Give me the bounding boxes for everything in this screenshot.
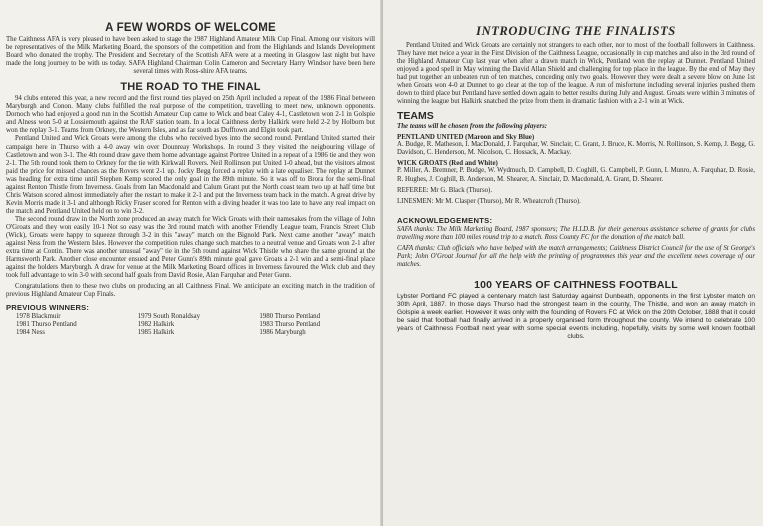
linesmen: LINESMEN: Mr M. Clasper (Thurso), Mr R. Wheatcroft (Thurso). (397, 197, 581, 205)
winner-entry: 1979 South Ronaldsay (137, 313, 201, 321)
pentland-players: A. Budge, R. Matheson, I. MacDonald, J. Farquhar, W. Sinclair, C. Grant, J. Bruce, K. Morris, N. Rollinson, S. Kemp, J. Begg, G. Davidson, C. Henderson, M. Nicolson, C. Hossack, A. Mackay. (397, 141, 755, 157)
welcome-title: A FEW WORDS OF WELCOME (105, 22, 276, 34)
winner-entry: 1978 Blackmuir (16, 313, 61, 321)
winner-entry: 1983 Thurso Pentland (259, 321, 321, 329)
safa-thanks: SAFA thanks: The Milk Marketing Board, 1987 sponsors; The H.I.D.B. for their generous assistance scheme of grants for clubs travelling more than 100 miles round trip to a match. Ross County FC for the donation of the match ball. (397, 225, 755, 241)
previous-winners-list (6, 313, 375, 336)
road-paragraph-4: Congratulations then to these two clubs on producing an all Caithness Final. We anticipate an exciting match in the tradition of previous Highland Amateur Cup Finals. (6, 283, 375, 299)
groats-players: P. Miller, A. Bremner, P. Budge, W. Wydmuch, D. Campbell, D. Coghill, G. Campbell, P. Gunn, I. Munro, A. Farquhar, D. Rosie, R. Hughes, J. Coghill, B. Anderson, M. Shearer, A. Sinclair, D. Macdonald, A. Grant, D. Shearer. (397, 167, 755, 183)
cafa-thanks: CAFA thanks: Club officials who have helped with the match arrangements; Caithness District Council for the use of St George's Park; John O'Groat Journal for all the help with the printing of programmes this year and the excellent news coverage of our matches. (397, 244, 755, 268)
winners-column-2 (138, 313, 254, 336)
road-paragraph-2: Pentland United and Wick Groats were among the clubs who received byes into the second round. Pentland United started their campaign here in Thurso with a 4-0 away win over Dounreay Workshops. In round 3 they visited the neigbouring village of Castletown and won 3-1. The 4th round draw gave them home advantage against Portree United in a repeat of a 1986 tie and they won 2-1. The 5th round took them to Orkney for the tie with Kirkwall Rovers. Neil Rollinson put United 1-0 ahead, but the visitors almost paid the price for missed chances as the Rovers went 2-1 up. Jocky Begg forced a replay with a late equaliser. The replay at Dunnet was heading for extra time until Stephen Kemp scored the only goal in the 89th minute. So it was off to Brora for the semi-final against Renton Thistle from Inverness. Goals from Ian Macdonald and Calum Grant put the North coast team two up at half time but Chris Watson scored almost immediately after the restart to make it 2-1 and put the Inverness team back in the match. A great drive by Kevin Morris made it 3-1 and although Ricky Fraser scored for Renton with a diving header it was too late to have any real impact on the match and Pentland United held on to win 3-2. (6, 135, 375, 215)
right-page (383, 0, 763, 526)
winners-column-1 (16, 313, 132, 336)
winner-entry: 1980 Thurso Pentland (259, 313, 321, 321)
hundred-years-title: 100 YEARS OF CAITHNESS FOOTBALL (474, 278, 678, 291)
groats-team-name: WICK GROATS (Red and White) (397, 160, 498, 168)
teams-subtitle: The teams will be chosen from the following players: (397, 123, 548, 131)
welcome-paragraph: The Caithness AFA is very pleased to have been asked to stage the 1987 Highland Amateur Milk Cup Final. Among our visitors will be representatives of the Milk Marketing Board, the sponsors of the competition and from the Highlands and Islands Development Board who donated the trophy. The President and Secretary of the Scottish AFA were at a meeting in Glasgow last night but have made the long journey to be with us today. SAFA Highland Chairman Colin Cameron and Secretary Harry Windsor have been here several times with Ross-shire AFA teams. (6, 36, 375, 76)
referee: REFEREE: Mr G. Black (Thurso). (397, 186, 493, 194)
teams-title: TEAMS (397, 110, 434, 123)
finalists-title: INTRODUCING THE FINALISTS (476, 24, 676, 38)
pentland-team-name: PENTLAND UNITED (Maroon and Sky Blue) (397, 134, 535, 142)
road-title: THE ROAD TO THE FINAL (120, 81, 261, 94)
acknowledgements-title: ACKNOWLEDGEMENTS: (397, 215, 493, 225)
winners-column-3 (259, 313, 375, 336)
previous-winners-title: PREVIOUS WINNERS: (6, 303, 90, 313)
winner-entry: 1984 Ness (16, 329, 45, 336)
winner-entry: 1986 Maryburgh (259, 329, 306, 336)
hundred-years-paragraph: Lybster Portland FC played a centenary match last Saturday against Dunbeath, opponents in the first Lybster match on 30th April, 1887. In those days Thurso had the strongest team in the county, The Thistle, and won an away match in Golspie a week earlier. However it was only with the founding of Rovers FC at Wick on the 20th October, 1888 that it could be said that football had finally arrived in a properly organised form throughout the county. We intend to celebrate 100 years of Caithness Football next year with some special events including, hopefully, visits by some well known football clubs. (397, 292, 755, 341)
winner-entry: 1985 Halkirk (137, 329, 175, 336)
winner-entry: 1982 Halkirk (137, 321, 175, 329)
winner-entry: 1981 Thurso Pentland (16, 321, 77, 329)
finalists-paragraph: Pentland United and Wick Groats are certainly not strangers to each other, nor to most of the football followers in Caithness. They have met twice a year in the First Division of the Caithness League, occasionally in cup matches and also in the 3rd round of the Highland Amateur Cup last year when after a drawn match in Wick, Pentland won the replay at Dunnet. Pentland United enjoyed a good spell in May winning the David Allan Shield and challenging for top place in the league. By the end of May they had put together an unbeaten run of ten matches, conceding only two goals. However they were dealt a severe blow on June 1st when Groats won 4-0 at Dunnet to go clear at the top of the league. A run of misfortune including several injuries pushed them down to third place but Pentland have settled down again to better results during July and August. Groats were within 3 minutes of winning the league but Halkirk snatched the prize from them in dramatic fashion with a 2-1 win at Wick. (397, 42, 755, 106)
road-paragraph-3: The second round draw in the North zone produced an away match for Wick Groats with their namesakes from the village of John O'Groats and they won easily 10-1 Not so easy was the 3rd round match with another Friendly League team, Francis Street Club (Wick), Groats were happy to squeeze through 3-2 in this "away" match on the Bignold Park. Next came another "away" match against Ness from the Western Isles. However the competition rules change such matches to a neutral venue and Groats won 2-1 after extra time at Contin. There was another unusual "away" tie in the 5th round against Wick Thistle who share the same ground at the Harmsworth Park. Another close encounter ensued and Peter Gunn's 89th minute goal gave Groats a 2-1 win and a semi-final place against the holders Maryburgh. A draw for venue at the Milk Marketing Board offices in Inverness favoured the Wick club and they took full advantage to win 3-0 with second half goals from David Rosie, Alan Farquhar and Peter Gunn. (6, 215, 375, 280)
road-paragraph-1: 94 clubs entered this year, a new record and the first round ties played on 25th April included a repeat of the 1986 Final between Maryburgh and Conon. Many clubs fulfilled the real purpose of the competition, travelling to meet new, unknown opponents. Dornoch who had enjoyed a good run in the Scottish Amateur Cup came to Wick and beat Caley 4-1, Castletown won 2-1 in Golspie and Alness won 5-0 at Lossiemouth against the RAF station team. In a local Caithness derby Halkirk were held 2-2 by Holborn but won the replay 3-1. Teams from Orkney, the Western Isles, and as far south as Dufftown and Elgin took part. (6, 95, 375, 135)
